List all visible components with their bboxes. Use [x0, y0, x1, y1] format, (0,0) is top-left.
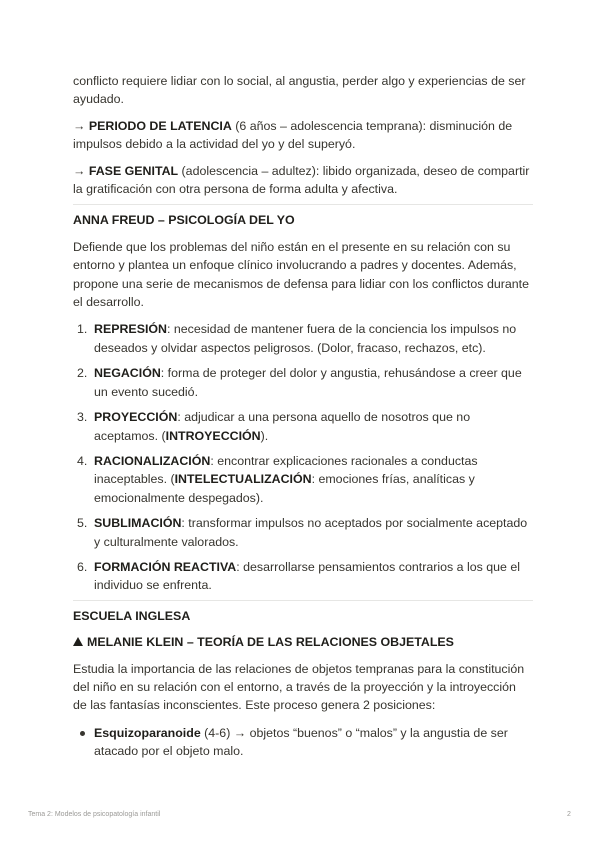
phase-text: (adolescencia – adultez): libido organizada, deseo de compartir la gratificación con otra persona de forma adulta y afectiva.: [73, 163, 530, 197]
phase-latencia: [73, 117, 533, 154]
melanie-klein-heading: [73, 633, 533, 651]
mechanism-text: : encontrar explicaciones racionales a conductas inaceptables. (: [94, 453, 478, 487]
mechanism-text: : transformar impulsos no aceptados por socialmente aceptado y culturalmente valorados.: [94, 516, 528, 549]
mechanism-text: : forma de proteger del dolor y angustia, rehusándose a creer que un evento sucedió.: [94, 366, 522, 399]
melanie-klein-description: Estudia la importancia de las relaciones de objetos tempranas para la constitución del niño en su relación con el entorno, a través de la proyección y la introyección de las fantasías inconscientes. Este proceso genera 2 posiciones:: [73, 661, 525, 713]
phase-title: FASE GENITAL: [88, 163, 179, 178]
list-number: 1.: [77, 322, 88, 337]
list-item: [73, 558, 533, 595]
phase-genital: [73, 162, 533, 199]
mechanism-title: RACIONALIZACIÓN: [94, 453, 211, 468]
list-item: [73, 452, 533, 507]
mechanism-title: REPRESIÓN: [94, 322, 167, 337]
section-divider: [73, 600, 533, 601]
anna-freud-description: Defiende que los problemas del niño están en el presente en su relación con su entorno y plantea un enfoque clínico involucrando a padres y docentes. Además, propone una serie de mecanismos de defensa para lidiar con los conflictos durante el desarrollo.: [73, 239, 529, 310]
phase-title: PERIODO DE LATENCIA: [88, 118, 232, 133]
footer-title: Tema 2: Modelos de psicopatología infantil: [28, 811, 161, 818]
mechanism-title: NEGACIÓN: [94, 366, 161, 381]
mechanism-text: : necesidad de mantener fuera de la conciencia los impulsos no deseados y olvidar aspectos peligrosos. (Dolor, fracaso, rechazos, etc).: [94, 322, 517, 355]
mechanism-text: : desarrollarse pensamientos contrarios a los que el individuo se enfrenta.: [94, 559, 521, 593]
position-text: (4-6) → objetos “buenos” o “malos” y la angustia de ser atacado por el objeto malo.: [94, 725, 508, 759]
defense-mechanisms-list: [73, 320, 533, 594]
mechanism-text: : adjudicar a una persona aquello de nosotros que no aceptamos. (: [94, 410, 471, 443]
melanie-klein-title: MELANIE KLEIN – TEORÍA DE LAS RELACIONES OBJETALES: [87, 635, 454, 650]
intro-paragraph: conflicto requiere lidiar con lo social, al angustia, perder algo y experiencias de ser ayudado.: [73, 74, 526, 107]
triangle-up-icon: [73, 637, 83, 646]
mechanism-subtitle: INTROYECCIÓN: [165, 428, 261, 443]
positions-list: [73, 724, 533, 761]
mechanism-subtitle: INTELECTUALIZACIÓN: [174, 472, 312, 487]
page-content: [73, 72, 533, 761]
mechanism-title: SUBLIMACIÓN: [94, 516, 182, 531]
list-item: [73, 408, 533, 445]
mechanism-title: FORMACIÓN REACTIVA: [94, 559, 237, 574]
list-number: 2.: [77, 366, 88, 381]
arrow-icon: →: [73, 118, 89, 133]
list-number: 5.: [77, 516, 88, 531]
arrow-icon: →: [73, 163, 89, 178]
bullet-dot-icon: [80, 731, 85, 736]
list-number: 3.: [77, 410, 88, 425]
list-item: [73, 364, 533, 401]
phase-text: (6 años – adolescencia temprana): disminución de impulsos debido a la actividad del yo y del superyó.: [73, 118, 513, 152]
mechanism-subtext: ).: [260, 428, 269, 443]
position-title: Esquizoparanoide: [94, 725, 201, 740]
page-number: 2: [567, 811, 571, 818]
list-number: 6.: [77, 559, 88, 574]
list-number: 4.: [77, 453, 88, 468]
list-item: [73, 724, 533, 761]
anna-freud-heading: ANNA FREUD – PSICOLOGÍA DEL YO: [73, 213, 295, 228]
list-item: [73, 514, 533, 551]
escuela-inglesa-heading: ESCUELA INGLESA: [73, 608, 191, 623]
mechanism-subtext: : emociones frías, analíticas y emocionalmente despegados).: [94, 472, 475, 505]
section-divider: [73, 204, 533, 205]
mechanism-title: PROYECCIÓN: [94, 410, 178, 425]
list-item: [73, 320, 533, 357]
